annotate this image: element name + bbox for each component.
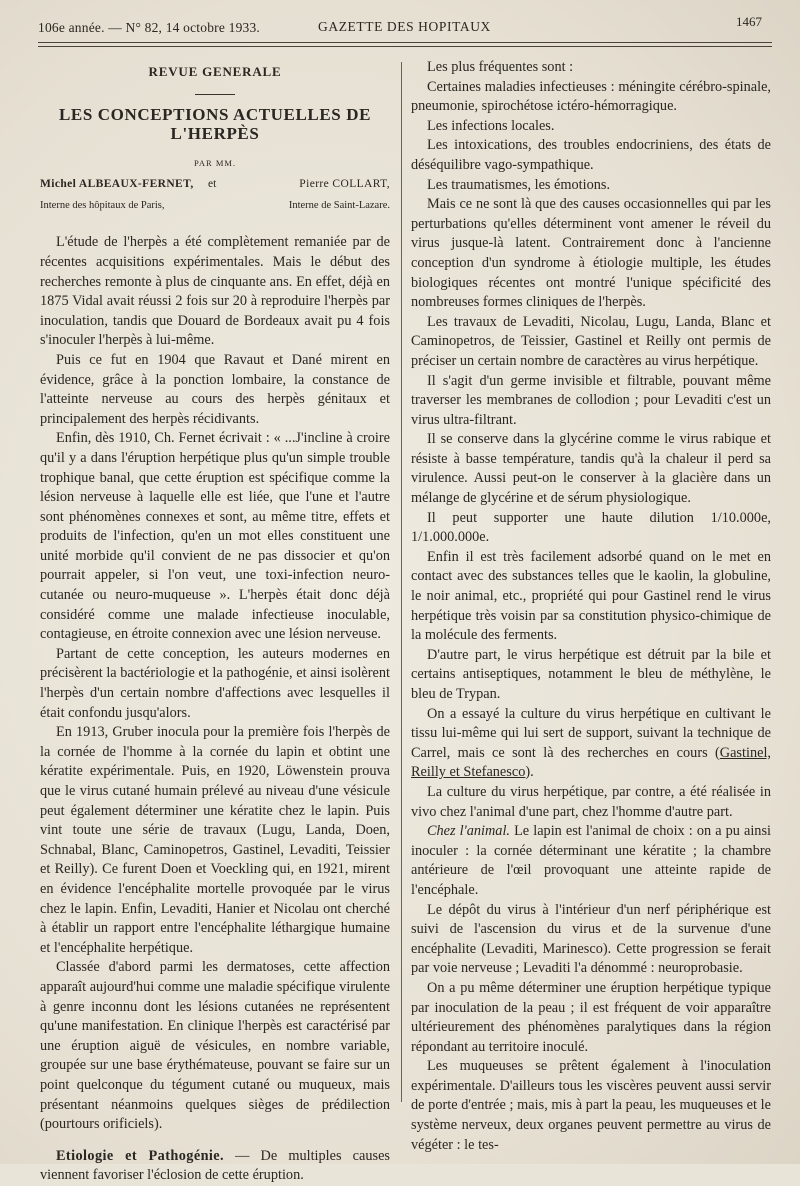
affiliation-2: Interne de Saint-Lazare. xyxy=(288,200,390,212)
paragraph: Les muqueuses se prêtent également à l'inoculation expérimentale. D'ailleurs tous les viscères peuvent aussi servir de porte d'entrée ; mais, mis à part la peau, les muqueuses et le système nerveux, deux organes peuvent permettre au virus de végéter : le tes- xyxy=(411,1058,771,1153)
cause-item: Les infections locales. xyxy=(427,117,555,134)
paragraph: Enfin, dès 1910, Ch. Fernet écrivait : « ...J'incline à croire qu'il y a dans l'éruption herpétique plus qu'un simple trouble trophique banal, que cette éruption est spécifique comme la lésion nerveuse à laquelle elle est liée, que l'une et l'autre sont phénomènes connexes et sont, au même titre, effets et produits de l'infection, qu'en un mot elles constituent une unité morbide qu'il convient de ne pas dissocier et qu'on pourrait appeler, si l'on veut, une toxi-infection neuro-cutanée ou neuro-muqueuse ». L'herpès était donc déjà considéré comme une malade infectieuse inoculable, contagieuse, en étroite connexion avec une lésion nerveuse. xyxy=(40,430,390,643)
paragraph-culture xyxy=(411,705,771,783)
culture-text: On a essayé la culture du virus herpétique en cultivant le tissu lui-même qui lui sert de support, suivant la technique de Carrel, mais ce sont là des recherches en cours ( xyxy=(411,705,771,761)
title-divider xyxy=(195,94,235,95)
paragraph: Classée d'abord parmi les dermatoses, cette affection apparaît aujourd'hui comme une maladie spécifique virulente à genre inconnu dont les lésions cutanées ne représentent qu'une manifestation. En clinique l'herpès est caractérisé par une éruption aiguë de vésicules, en nombre variable, groupée sur une base érythémateuse, pouvant se faire sur un point quelconque du tégument cutané ou muqueux, mais présentant néanmoins quelques sièges de prédilection (pourtours orificiels). xyxy=(40,959,390,1133)
affiliation-1: Interne des hôpitaux de Paris, xyxy=(40,200,165,212)
paragraph: Enfin il est très facilement adsorbé quand on le met en contact avec des substances telles que le kaolin, la globuline, le noir animal, etc., propriété qui pour Gastinel rend le virus herpétique très voisin par sa constitution physico-chimique de la molécule des ferments. xyxy=(411,548,771,644)
paragraph-animal xyxy=(411,822,771,900)
cause-item: Les intoxications, des troubles endocriniens, des états de déséquilibre vago-sympathique. xyxy=(411,137,771,173)
paragraph: Le dépôt du virus à l'intérieur d'un nerf périphérique est suivi de l'ascension du virus et de la survenue d'une encéphalite (Levaditi, Marinesco). Cette progression se ferait par voie nerveuse ; Levaditi l'a dénommé : neuroprobasie. xyxy=(411,901,771,977)
paragraph: Il se conserve dans la glycérine comme le virus rabique et résiste à basse température, tandis qu'à la chaleur il perd sa virulence. Aussi peut-on le conserver à la glacière dans un mélange de glycérine et de sérum physiologique. xyxy=(411,431,771,507)
author-2: Pierre COLLART, xyxy=(299,178,390,191)
author-block xyxy=(40,175,390,215)
page-header xyxy=(38,14,772,44)
paragraph: La culture du virus herpétique, par contre, a été réalisée in vivo chez l'animal d'une part, chez l'homme d'autre part. xyxy=(411,783,771,820)
list-intro: Les plus fréquentes sont : xyxy=(427,59,574,75)
section-paragraph xyxy=(40,1147,390,1186)
header-rule xyxy=(38,42,772,43)
journal-title: GAZETTE DES HOPITAUX xyxy=(318,19,491,34)
cause-item: Les traumatismes, les émotions. xyxy=(427,176,611,193)
article-title: LES CONCEPTIONS ACTUELLES DE L'HERPÈS xyxy=(58,104,372,144)
column-divider xyxy=(401,62,402,1102)
header-rule-double xyxy=(38,46,772,47)
right-column xyxy=(411,58,771,1155)
section-label: REVUE GENERALE xyxy=(148,64,282,79)
paragraph: L'étude de l'herpès a été complètement remaniée par de récentes acquisitions expérimentales. Mais le début des recherches remonte à plus de cinquante ans. En effet, déjà en 1875 Vidal avait réussi 2 fois sur 20 à reproduire l'herpès par inoculation, tandis que Douard de Bordeaux avait pu 4 fois s'inoculer l'herpès à lui-même. xyxy=(40,234,390,349)
paragraph: D'autre part, le virus herpétique est détruit par la bile et certains antiseptiques, notamment le bleu de méthylène, le bleu de Trypan. xyxy=(411,646,771,702)
section-heading-text: — De multiples causes viennent favoriser l'éclosion de cette éruption. xyxy=(40,1147,390,1184)
cause-item: Certaines maladies infectieuses : méningite cérébro-spinale, pneumonie, spirochétose ictéro-hémorragique. xyxy=(411,78,771,115)
issue-info: 106e année. — N° 82, 14 octobre 1933. xyxy=(38,20,260,35)
paragraph: Il s'agit d'un germe invisible et filtrable, pouvant même traverser les membranes de collodion ; pour Levaditi c'est un virus ultra-filtrant. xyxy=(411,372,771,428)
culture-reference: Gastinel, Reilly et Stefanesco xyxy=(411,744,771,781)
culture-end: ). xyxy=(525,764,534,781)
paragraph: On a pu même déterminer une éruption herpétique typique par inoculation de la peau ; il est fréquent de voir apparaître ultérieurement des phénomènes paralytiques dans la région répondant au territoire inoculé. xyxy=(411,979,771,1055)
paragraph: Puis ce fut en 1904 que Ravaut et Dané mirent en évidence, grâce à la ponction lombaire, la constance de l'atteinte nerveuse au cours des herpès génitaux et principalement des herpès récidivants. xyxy=(40,351,390,427)
author-conjunction: et xyxy=(208,178,217,191)
animal-text: Le lapin est l'animal de choix : on a pu ainsi inoculer : la cornée déterminant une kératite ; la chambre antérieure de l'œil provoquant une atteinte rapide de l'encéphale. xyxy=(411,823,771,898)
section-heading: Etiologie et Pathogénie. xyxy=(56,1147,225,1164)
paragraph: Les travaux de Levaditi, Nicolau, Lugu, Landa, Blanc et Caminopetros, de Teissier, Gastinel et Reilly ont permis de préciser un certain nombre de caractères au virus herpétique. xyxy=(411,313,771,369)
paragraph: Mais ce ne sont là que des causes occasionnelles qui par les perturbations qu'elles déterminent vont amener le réveil du virus jusque-là latent. Contrairement donc à l'ancienne conception d'un syndrome à étiologie multiple, les études biologiques récentes ont montré l'unique spécificité des nombreuses formes cliniques de l'herpès. xyxy=(411,196,771,311)
paragraph: En 1913, Gruber inocula pour la première fois l'herpès de la cornée de l'homme à la cornée du lapin et obtint une kératite expérimentale. Puis, en 1920, Löwenstein prouva que le virus cutané humain prélevé au niveau d'une vésicule peut également déterminer une kératite chez le lapin. Puis vint toute une série de travaux (Lugu, Landa, Doen, Schnabal, Blanc, Caminopetros, Gastinel, Levaditi, Teissier et Reilly). Ce furent Doen et Voeckling qui, en 1921, mirent en évidence l'encéphalite mortelle provoquée par le virus chez le lapin. Enfin, Levaditi, Hanier et Nicolau ont cherché à établir un rapport entre l'encéphalite léthargique humaine et l'encéphalite herpétique. xyxy=(40,724,390,956)
author-1: Michel ALBEAUX-FERNET, xyxy=(40,178,194,191)
page-number: 1467 xyxy=(736,14,762,29)
animal-label: Chez l'animal. xyxy=(427,823,510,840)
paragraph: Partant de cette conception, les auteurs modernes en précisèrent la bactériologie et la pathogénie, et ainsi isolèrent l'herpès d'un certain nombre d'affections avec lesquelles il était confondu jusqu'alors. xyxy=(40,645,390,721)
byline-par: PAR MM. xyxy=(193,157,237,168)
paragraph: Il peut supporter une haute dilution 1/10.000e, 1/1.000.000e. xyxy=(411,509,771,546)
left-column xyxy=(40,60,390,1186)
